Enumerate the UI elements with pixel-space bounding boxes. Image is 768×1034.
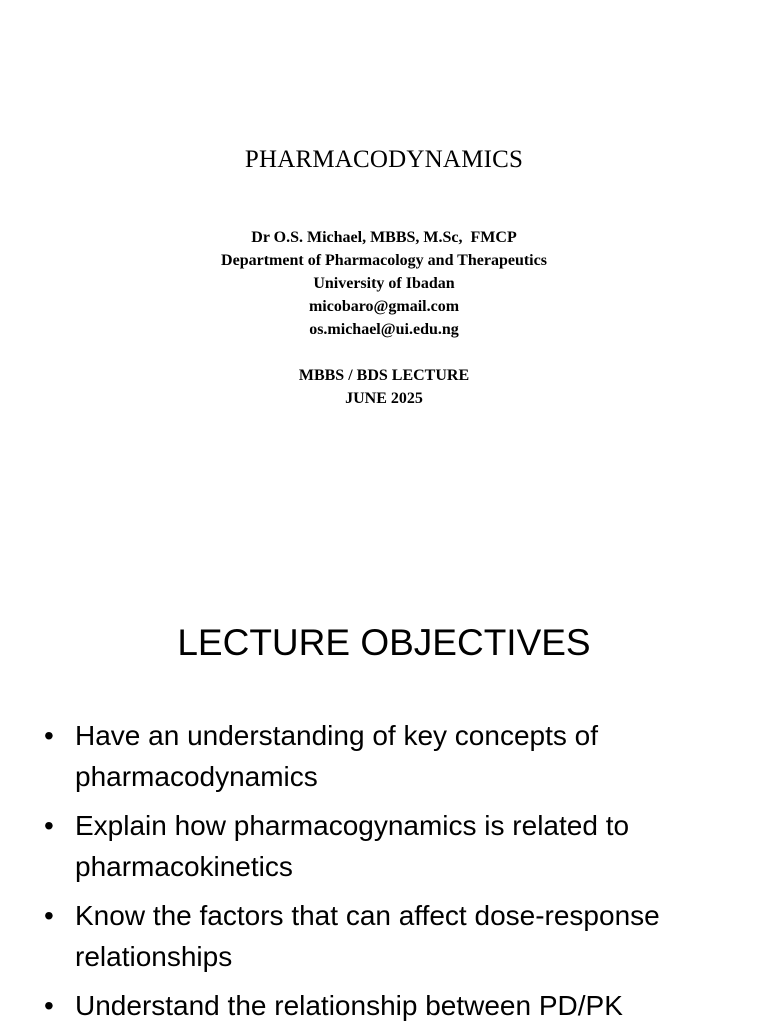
objective-text: Have an understanding of key concepts of pharmacodynamics <box>75 720 599 792</box>
lecture-date: JUNE 2025 <box>345 390 423 407</box>
author-email-2: os.michael@ui.edu.ng <box>309 321 459 338</box>
objectives-slide <box>0 576 768 1024</box>
bullet-icon: • <box>44 810 54 841</box>
author-email-1: micobaro@gmail.com <box>308 298 460 315</box>
author-university: University of Ibadan <box>313 275 455 292</box>
list-item <box>44 985 744 1026</box>
lecture-audience: MBBS / BDS LECTURE <box>298 367 470 384</box>
bullet-icon: • <box>44 990 54 1021</box>
bullet-icon: • <box>44 900 54 931</box>
objective-text: Understand the relationship between PD/PK <box>75 990 623 1021</box>
list-item <box>44 805 744 887</box>
bullet-icon: • <box>44 720 54 751</box>
author-department: Department of Pharmacology and Therapeutics <box>221 252 547 269</box>
list-item <box>44 895 744 977</box>
lecture-info <box>0 364 768 410</box>
list-item <box>44 715 744 797</box>
author-info <box>0 226 768 341</box>
slide-title: PHARMACODYNAMICS <box>244 146 524 173</box>
objective-text: Know the factors that can affect dose-response relationships <box>75 900 660 972</box>
objectives-list <box>44 715 744 1034</box>
objective-text: Explain how pharmacogynamics is related to pharmacokinetics <box>75 810 630 882</box>
author-name: Dr O.S. Michael, MBBS, M.Sc, FMCP <box>251 229 517 246</box>
objectives-title: LECTURE OBJECTIVES <box>177 622 591 663</box>
